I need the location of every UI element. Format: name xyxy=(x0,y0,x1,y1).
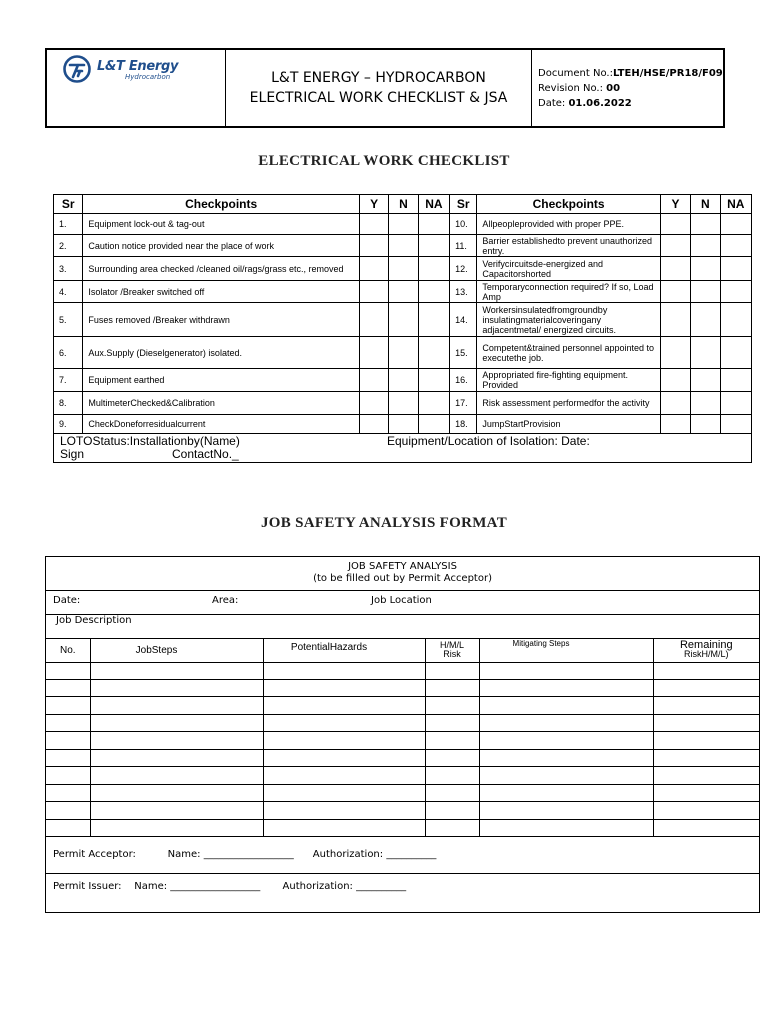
table-row xyxy=(54,337,752,369)
n-checkbox[interactable] xyxy=(691,257,720,281)
y-checkbox[interactable] xyxy=(660,281,690,303)
cell[interactable] xyxy=(425,696,479,714)
table-row xyxy=(54,281,752,303)
col-risk-line2: Risk xyxy=(443,649,461,659)
col-checkpoints: Checkpoints xyxy=(477,195,660,214)
document-header xyxy=(45,48,725,128)
cell[interactable] xyxy=(653,784,759,801)
checkpoint-cell: Workersinsulatedfromgroundby insulatingmaterialcoveringany adjacentmetal/ energized circuits. xyxy=(477,303,660,337)
y-checkbox[interactable] xyxy=(660,369,690,392)
cell[interactable] xyxy=(263,696,425,714)
n-checkbox[interactable] xyxy=(389,392,418,415)
checkpoint-cell: Competent&trained personnel appointed to executethe job. xyxy=(477,337,660,369)
checkpoint-cell: Barrier establishedto prevent unauthorized entry. xyxy=(477,235,660,257)
col-sr: Sr xyxy=(54,195,83,214)
checklist-heading: ELECTRICAL WORK CHECKLIST xyxy=(258,153,510,169)
cell[interactable] xyxy=(90,714,263,731)
checkpoint-cell: Allpeopleprovided with proper PPE. xyxy=(477,214,660,235)
cell[interactable] xyxy=(425,731,479,749)
cell[interactable] xyxy=(263,749,425,766)
cell[interactable] xyxy=(425,784,479,801)
col-remaining-risk xyxy=(653,638,759,662)
y-checkbox[interactable] xyxy=(359,214,388,235)
cell[interactable] xyxy=(263,731,425,749)
cell[interactable] xyxy=(653,749,759,766)
document-title xyxy=(226,50,532,127)
y-checkbox[interactable] xyxy=(660,392,690,415)
cell[interactable] xyxy=(425,766,479,784)
sr-cell: 14. xyxy=(450,303,477,337)
sr-cell: 11. xyxy=(450,235,477,257)
checkpoint-cell: Isolator /Breaker switched off xyxy=(83,281,360,303)
checklist-table xyxy=(53,194,752,463)
table-row xyxy=(54,303,752,337)
permit-issuer-row xyxy=(46,873,759,912)
na-checkbox[interactable] xyxy=(720,337,751,369)
table-row xyxy=(46,662,759,679)
revision-value: 00 xyxy=(606,82,621,94)
cell[interactable] xyxy=(46,819,90,836)
sr-cell: 12. xyxy=(450,257,477,281)
y-checkbox[interactable] xyxy=(359,392,388,415)
permit-issuer-field[interactable]: Permit Issuer: Name: __________________ Authorization: __________ xyxy=(46,873,759,912)
jsa-subtitle-text: (to be filled out by Permit Acceptor) xyxy=(313,573,492,584)
jsa-date-area-location[interactable] xyxy=(46,590,759,614)
loto-equipment-label: Equipment/Location of Isolation: Date: xyxy=(387,434,590,448)
cell[interactable] xyxy=(653,662,759,679)
na-checkbox[interactable] xyxy=(418,415,449,434)
na-checkbox[interactable] xyxy=(418,392,449,415)
y-checkbox[interactable] xyxy=(359,303,388,337)
jsa-date-row xyxy=(46,590,759,614)
col-job-steps: JobSteps xyxy=(90,638,263,662)
jsa-area-label: Area: xyxy=(212,595,239,606)
checkpoint-cell: MultimeterChecked&Calibration xyxy=(83,392,360,415)
revision-label: Revision No.: xyxy=(538,82,603,94)
col-remaining-line2: RiskH/M/L) xyxy=(684,649,729,659)
na-checkbox[interactable] xyxy=(720,303,751,337)
cell[interactable] xyxy=(263,766,425,784)
checkpoint-cell: Caution notice provided near the place of work xyxy=(83,235,360,257)
sr-cell: 5. xyxy=(54,303,83,337)
n-checkbox[interactable] xyxy=(389,337,418,369)
checkpoint-cell: Verifycircuitsde-energized and Capacitorshorted xyxy=(477,257,660,281)
y-checkbox[interactable] xyxy=(660,303,690,337)
n-checkbox[interactable] xyxy=(389,214,418,235)
table-row xyxy=(46,801,759,819)
date-value: 01.06.2022 xyxy=(568,97,632,109)
cell[interactable] xyxy=(46,662,90,679)
cell[interactable] xyxy=(479,819,653,836)
na-checkbox[interactable] xyxy=(720,281,751,303)
table-row xyxy=(54,415,752,434)
sr-cell: 17. xyxy=(450,392,477,415)
na-checkbox[interactable] xyxy=(418,303,449,337)
cell[interactable] xyxy=(479,696,653,714)
sr-cell: 9. xyxy=(54,415,83,434)
logo-text: L&T Energy xyxy=(97,59,179,74)
table-row xyxy=(46,696,759,714)
na-checkbox[interactable] xyxy=(418,257,449,281)
n-checkbox[interactable] xyxy=(389,235,418,257)
jsa-title-text: JOB SAFETY ANALYSIS xyxy=(348,561,457,572)
cell[interactable] xyxy=(263,679,425,696)
sr-cell: 1. xyxy=(54,214,83,235)
checkpoint-cell: JumpStartProvision xyxy=(477,415,660,434)
table-row xyxy=(54,214,752,235)
jsa-table xyxy=(45,556,760,913)
col-n: N xyxy=(389,195,418,214)
doc-no-label: Document No.: xyxy=(538,67,613,79)
cell[interactable] xyxy=(479,714,653,731)
cell[interactable] xyxy=(263,784,425,801)
col-remaining-line1: Remaining xyxy=(679,639,733,651)
cell[interactable] xyxy=(90,801,263,819)
cell[interactable] xyxy=(425,714,479,731)
table-row xyxy=(46,749,759,766)
cell[interactable] xyxy=(90,766,263,784)
n-checkbox[interactable] xyxy=(691,369,720,392)
y-checkbox[interactable] xyxy=(660,337,690,369)
cell[interactable] xyxy=(425,679,479,696)
y-checkbox[interactable] xyxy=(359,369,388,392)
checkpoint-cell: Fuses removed /Breaker withdrawn xyxy=(83,303,360,337)
sr-cell: 10. xyxy=(450,214,477,235)
cell[interactable] xyxy=(425,801,479,819)
table-row xyxy=(46,819,759,836)
n-checkbox[interactable] xyxy=(691,303,720,337)
cell[interactable] xyxy=(425,662,479,679)
na-checkbox[interactable] xyxy=(720,392,751,415)
cell[interactable] xyxy=(425,749,479,766)
checkpoint-cell: Temporaryconnection required? If so, Load Amp xyxy=(477,281,660,303)
na-checkbox[interactable] xyxy=(720,415,751,434)
sr-cell: 2. xyxy=(54,235,83,257)
na-checkbox[interactable] xyxy=(418,235,449,257)
cell[interactable] xyxy=(425,819,479,836)
logo-subtext: Hydrocarbon xyxy=(125,73,171,81)
cell[interactable] xyxy=(46,766,90,784)
checkpoint-cell: Surrounding area checked /cleaned oil/rags/grass etc., removed xyxy=(83,257,360,281)
cell[interactable] xyxy=(90,819,263,836)
jsa-title-row xyxy=(46,557,759,590)
table-row xyxy=(46,784,759,801)
jsa-location-label: Job Location xyxy=(371,595,432,606)
cell[interactable] xyxy=(479,731,653,749)
na-checkbox[interactable] xyxy=(418,337,449,369)
col-sr: Sr xyxy=(450,195,477,214)
cell[interactable] xyxy=(263,662,425,679)
sr-cell: 16. xyxy=(450,369,477,392)
table-row xyxy=(54,392,752,415)
col-potential-hazards: PotentialHazards xyxy=(263,638,425,662)
table-row xyxy=(54,257,752,281)
cell[interactable] xyxy=(479,766,653,784)
table-row xyxy=(46,766,759,784)
lt-logo-icon xyxy=(62,54,92,84)
loto-installation-label: LOTOStatus:Installationby(Name) xyxy=(60,434,240,448)
jsa-column-header-row xyxy=(46,638,759,662)
n-checkbox[interactable] xyxy=(389,281,418,303)
n-checkbox[interactable] xyxy=(691,214,720,235)
sr-cell: 15. xyxy=(450,337,477,369)
col-y: Y xyxy=(359,195,388,214)
y-checkbox[interactable] xyxy=(359,337,388,369)
n-checkbox[interactable] xyxy=(691,392,720,415)
y-checkbox[interactable] xyxy=(359,257,388,281)
document-info xyxy=(532,50,724,127)
checkpoint-cell: Aux.Supply (Dieselgenerator) isolated. xyxy=(83,337,360,369)
y-checkbox[interactable] xyxy=(660,257,690,281)
na-checkbox[interactable] xyxy=(418,369,449,392)
table-row xyxy=(46,731,759,749)
cell[interactable] xyxy=(46,731,90,749)
n-checkbox[interactable] xyxy=(691,337,720,369)
col-risk-line1: H/M/L xyxy=(439,640,464,650)
col-n: N xyxy=(691,195,720,214)
checkpoint-cell: Equipment earthed xyxy=(83,369,360,392)
na-checkbox[interactable] xyxy=(720,235,751,257)
cell[interactable] xyxy=(653,714,759,731)
y-checkbox[interactable] xyxy=(660,235,690,257)
table-row xyxy=(46,679,759,696)
cell[interactable] xyxy=(46,749,90,766)
checkpoint-cell: Equipment lock-out & tag-out xyxy=(83,214,360,235)
cell[interactable] xyxy=(479,749,653,766)
cell[interactable] xyxy=(653,679,759,696)
n-checkbox[interactable] xyxy=(691,235,720,257)
doc-no-value: LTEH/HSE/PR18/F09 xyxy=(612,67,723,79)
cell[interactable] xyxy=(653,696,759,714)
cell[interactable] xyxy=(90,662,263,679)
y-checkbox[interactable] xyxy=(359,235,388,257)
n-checkbox[interactable] xyxy=(389,369,418,392)
n-checkbox[interactable] xyxy=(389,415,418,434)
cell[interactable] xyxy=(653,801,759,819)
table-row xyxy=(46,714,759,731)
jsa-heading: JOB SAFETY ANALYSIS FORMAT xyxy=(260,515,508,531)
na-checkbox[interactable] xyxy=(720,369,751,392)
n-checkbox[interactable] xyxy=(389,303,418,337)
cell[interactable] xyxy=(90,679,263,696)
checkpoint-cell: Appropriated fire-fighting equipment. Provided xyxy=(477,369,660,392)
jsa-description-row xyxy=(46,614,759,638)
cell[interactable] xyxy=(653,819,759,836)
sr-cell: 6. xyxy=(54,337,83,369)
y-checkbox[interactable] xyxy=(660,415,690,434)
loto-contact-label: ContactNo._ xyxy=(172,447,239,461)
y-checkbox[interactable] xyxy=(359,415,388,434)
table-row xyxy=(54,369,752,392)
col-y: Y xyxy=(660,195,690,214)
cell[interactable] xyxy=(90,749,263,766)
cell[interactable] xyxy=(46,696,90,714)
cell[interactable] xyxy=(479,784,653,801)
checklist-header-row xyxy=(54,195,752,214)
jsa-title xyxy=(46,557,759,590)
y-checkbox[interactable] xyxy=(660,214,690,235)
cell[interactable] xyxy=(90,731,263,749)
cell[interactable] xyxy=(46,784,90,801)
logo-cell xyxy=(47,50,226,127)
col-na: NA xyxy=(418,195,449,214)
cell[interactable] xyxy=(90,784,263,801)
na-checkbox[interactable] xyxy=(418,214,449,235)
na-checkbox[interactable] xyxy=(720,257,751,281)
cell[interactable] xyxy=(653,766,759,784)
y-checkbox[interactable] xyxy=(359,281,388,303)
title-line-1: L&T ENERGY – HYDROCARBON xyxy=(271,70,486,86)
table-row xyxy=(54,235,752,257)
sr-cell: 7. xyxy=(54,369,83,392)
cell[interactable] xyxy=(263,801,425,819)
jsa-description-label: Job Description xyxy=(56,614,132,626)
sr-cell: 3. xyxy=(54,257,83,281)
cell[interactable] xyxy=(263,819,425,836)
cell[interactable] xyxy=(90,696,263,714)
n-checkbox[interactable] xyxy=(691,281,720,303)
sr-cell: 18. xyxy=(450,415,477,434)
title-line-2: ELECTRICAL WORK CHECKLIST & JSA xyxy=(249,90,508,106)
cell[interactable] xyxy=(479,801,653,819)
cell[interactable] xyxy=(653,731,759,749)
permit-acceptor-row xyxy=(46,836,759,873)
checkpoint-cell: Risk assessment performedfor the activity xyxy=(477,392,660,415)
date-label: Date: xyxy=(538,97,566,109)
n-checkbox[interactable] xyxy=(691,415,720,434)
loto-status-cell[interactable] xyxy=(54,434,752,463)
na-checkbox[interactable] xyxy=(720,214,751,235)
col-mitigating-steps: Mitigating Steps xyxy=(479,638,653,662)
cell[interactable] xyxy=(479,662,653,679)
loto-status-row xyxy=(54,434,752,463)
checkpoint-cell: CheckDoneforresidualcurrent xyxy=(83,415,360,434)
col-na: NA xyxy=(720,195,751,214)
cell[interactable] xyxy=(46,679,90,696)
col-checkpoints: Checkpoints xyxy=(83,195,360,214)
sr-cell: 13. xyxy=(450,281,477,303)
cell[interactable] xyxy=(46,801,90,819)
col-no: No. xyxy=(46,638,90,662)
na-checkbox[interactable] xyxy=(418,281,449,303)
jsa-description-cell[interactable] xyxy=(46,614,759,638)
cell[interactable] xyxy=(263,714,425,731)
loto-sign-label: Sign xyxy=(60,447,85,461)
cell[interactable] xyxy=(46,714,90,731)
sr-cell: 8. xyxy=(54,392,83,415)
n-checkbox[interactable] xyxy=(389,257,418,281)
cell[interactable] xyxy=(479,679,653,696)
sr-cell: 4. xyxy=(54,281,83,303)
col-risk xyxy=(425,638,479,662)
permit-acceptor-field[interactable]: Permit Acceptor: Name: __________________ Authorization: __________ xyxy=(46,836,759,873)
jsa-date-label: Date: xyxy=(53,595,81,606)
